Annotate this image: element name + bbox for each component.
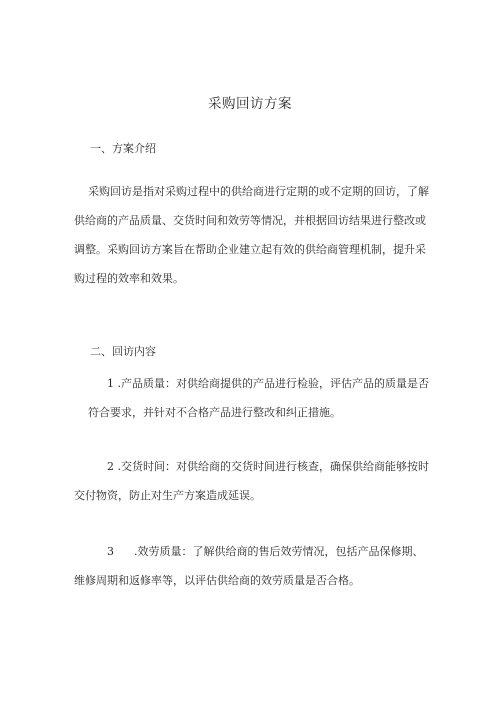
item-number: 1 bbox=[107, 377, 114, 390]
section-heading-content: 二、回访内容 bbox=[90, 345, 156, 358]
document-title: 采购回访方案 bbox=[208, 96, 292, 112]
item-text: .效劳质量：了解供给商的售后效劳情况，包括产品保修期、 bbox=[134, 545, 424, 558]
paragraph-line: 调整。采购回访方案旨在帮助企业建立起有效的供给商管理机制，提升采 bbox=[74, 243, 426, 256]
content-item-delivery bbox=[74, 452, 436, 510]
paragraph-line: 购过程的效率和效果。 bbox=[74, 272, 184, 285]
item-number: 3 bbox=[107, 545, 114, 558]
item-text: .交货时间：对供给商的交货时间进行核查，确保供给商能够按时 bbox=[117, 460, 429, 473]
introduction-paragraph bbox=[74, 177, 436, 293]
item-text: 交付物资，防止对生产方案造成延误。 bbox=[74, 489, 261, 502]
content-item-service bbox=[74, 537, 436, 595]
item-number: 2 bbox=[107, 460, 114, 473]
item-text: .产品质量：对供给商提供的产品进行检验，评估产品的质量是否 bbox=[117, 377, 429, 390]
item-text: 维修周期和返修率等，以评估供给商的效劳质量是否合格。 bbox=[74, 574, 360, 587]
section-heading-introduction: 一、方案介绍 bbox=[90, 142, 156, 155]
paragraph-line: 供给商的产品质量、交货时间和效劳等情况，并根据回访结果进行整改或 bbox=[74, 214, 426, 227]
item-text: 符合要求，并针对不合格产品进行整改和纠正措施。 bbox=[88, 406, 341, 419]
paragraph-line: 采购回访是指对采购过程中的供给商进行定期的或不定期的回访，了解 bbox=[88, 185, 429, 198]
content-item-quality bbox=[74, 369, 436, 427]
